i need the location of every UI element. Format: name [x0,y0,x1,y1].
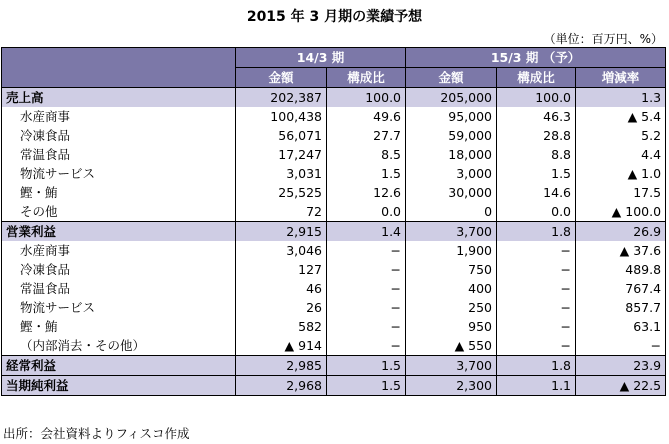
table-row [2,107,666,126]
cell-change-rate: 63.1 [576,317,666,336]
cell-amount-forecast: 750 [406,260,497,279]
table-row [2,164,666,183]
cell-amount-forecast: 3,700 [406,222,497,242]
row-label: 冷凍食品 [2,126,236,145]
cell-change-rate: ▲ 1.0 [576,164,666,183]
cell-amount-actual: 2,985 [236,356,327,376]
page-title: 2015 年 3 月期の業績予想 [246,9,423,25]
cell-change-rate: 26.9 [576,222,666,242]
cell-amount-actual: 26 [236,298,327,317]
cell-ratio-forecast: 14.6 [497,183,576,202]
cell-amount-forecast: 3,700 [406,356,497,376]
row-label: 鰹・鮪 [2,317,236,336]
cell-ratio-forecast: 1.5 [497,164,576,183]
header-amount-forecast: 金額 [406,68,497,88]
table-row [2,279,666,298]
row-label: 冷凍食品 [2,260,236,279]
row-label: 水産商事 [2,107,236,126]
cell-ratio-actual: − [327,298,406,317]
cell-amount-actual: 3,046 [236,241,327,260]
cell-change-rate: 857.7 [576,298,666,317]
cell-amount-actual: 582 [236,317,327,336]
cell-amount-actual: 127 [236,260,327,279]
table-row [2,183,666,202]
header-period-forecast: 15/3 期 （予） [406,48,666,68]
cell-ratio-actual: 27.7 [327,126,406,145]
cell-amount-forecast: 2,300 [406,376,497,396]
cell-change-rate: ▲ 22.5 [576,376,666,396]
cell-amount-forecast: 18,000 [406,145,497,164]
source-footnote: 出所：会社資料よりフィスコ作成 [3,426,190,441]
cell-amount-forecast: 3,000 [406,164,497,183]
cell-ratio-forecast: 28.8 [497,126,576,145]
cell-ratio-forecast: 46.3 [497,107,576,126]
cell-ratio-actual: 8.5 [327,145,406,164]
cell-ratio-actual: 12.6 [327,183,406,202]
cell-change-rate: 23.9 [576,356,666,376]
cell-amount-forecast: 950 [406,317,497,336]
cell-change-rate: 1.3 [576,88,666,108]
row-label: 常温食品 [2,145,236,164]
cell-ratio-forecast: − [497,336,576,356]
header-ratio-forecast: 構成比 [497,68,576,88]
row-label: （内部消去・その他） [2,336,236,356]
table-row [2,298,666,317]
row-label: その他 [2,202,236,222]
table-body [2,88,666,396]
cell-amount-actual: 17,247 [236,145,327,164]
table-group-row [2,88,666,108]
cell-amount-actual: 46 [236,279,327,298]
cell-ratio-forecast: 1.8 [497,222,576,242]
cell-change-rate: − [576,336,666,356]
table-group-row [2,356,666,376]
row-label: 当期純利益 [2,376,236,396]
cell-ratio-actual: 1.4 [327,222,406,242]
cell-ratio-forecast: 100.0 [497,88,576,108]
cell-amount-actual: 3,031 [236,164,327,183]
table-row [2,202,666,222]
forecast-table [1,47,666,396]
cell-change-rate: ▲ 5.4 [576,107,666,126]
row-label: 鰹・鮪 [2,183,236,202]
table-group-row [2,376,666,396]
cell-ratio-actual: − [327,279,406,298]
cell-amount-forecast: 0 [406,202,497,222]
header-blank-cell [2,48,236,88]
cell-amount-forecast: 1,900 [406,241,497,260]
cell-amount-actual: 2,915 [236,222,327,242]
cell-ratio-forecast: − [497,279,576,298]
row-label: 水産商事 [2,241,236,260]
cell-change-rate: 4.4 [576,145,666,164]
cell-amount-actual: 25,525 [236,183,327,202]
cell-amount-forecast: 400 [406,279,497,298]
row-label: 営業利益 [2,222,236,242]
header-ratio: 構成比 [327,68,406,88]
cell-amount-actual: 100,438 [236,107,327,126]
cell-ratio-actual: − [327,317,406,336]
row-label: 物流サービス [2,298,236,317]
cell-ratio-actual: 100.0 [327,88,406,108]
table-row [2,145,666,164]
cell-change-rate: 767.4 [576,279,666,298]
cell-amount-actual: 56,071 [236,126,327,145]
header-amount: 金額 [236,68,327,88]
cell-change-rate: 489.8 [576,260,666,279]
row-label: 売上高 [2,88,236,108]
header-change-rate: 増減率 [576,68,666,88]
cell-change-rate: 5.2 [576,126,666,145]
cell-ratio-actual: − [327,241,406,260]
cell-amount-actual: 72 [236,202,327,222]
cell-ratio-forecast: 0.0 [497,202,576,222]
cell-amount-forecast: 30,000 [406,183,497,202]
cell-amount-forecast: 250 [406,298,497,317]
row-label: 常温食品 [2,279,236,298]
cell-ratio-actual: 0.0 [327,202,406,222]
cell-change-rate: ▲ 37.6 [576,241,666,260]
row-label: 物流サービス [2,164,236,183]
cell-ratio-actual: 1.5 [327,376,406,396]
unit-note: （単位：百万円、%） [543,32,663,46]
cell-ratio-actual: 1.5 [327,164,406,183]
cell-change-rate: ▲ 100.0 [576,202,666,222]
cell-ratio-actual: 49.6 [327,107,406,126]
cell-ratio-forecast: − [497,317,576,336]
table-row [2,126,666,145]
cell-amount-actual: 2,968 [236,376,327,396]
table-group-row [2,222,666,242]
table-row [2,317,666,336]
table-row [2,241,666,260]
cell-amount-actual: 202,387 [236,88,327,108]
cell-amount-forecast: 95,000 [406,107,497,126]
cell-ratio-forecast: 8.8 [497,145,576,164]
cell-ratio-forecast: 1.1 [497,376,576,396]
cell-ratio-actual: − [327,336,406,356]
cell-amount-forecast: 205,000 [406,88,497,108]
cell-ratio-forecast: − [497,298,576,317]
cell-ratio-forecast: − [497,241,576,260]
cell-ratio-actual: − [327,260,406,279]
cell-change-rate: 17.5 [576,183,666,202]
cell-ratio-forecast: − [497,260,576,279]
row-label: 経常利益 [2,356,236,376]
table-row [2,336,666,356]
cell-ratio-forecast: 1.8 [497,356,576,376]
table-row [2,260,666,279]
cell-ratio-actual: 1.5 [327,356,406,376]
cell-amount-actual: ▲ 914 [236,336,327,356]
header-row-periods [2,48,666,68]
cell-amount-forecast: ▲ 550 [406,336,497,356]
cell-amount-forecast: 59,000 [406,126,497,145]
header-period-actual: 14/3 期 [236,48,406,68]
